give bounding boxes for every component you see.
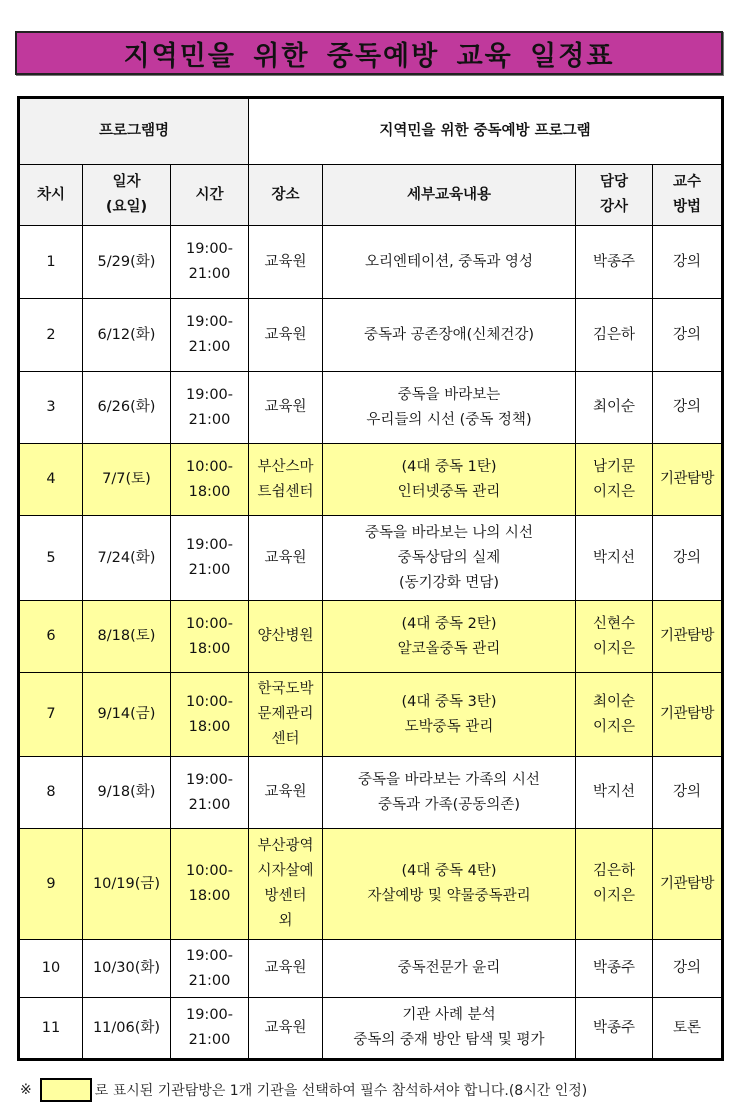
col-header-session: 차시 (19, 165, 83, 226)
place-cell: 교육원 (249, 757, 323, 829)
session-cell: 1 (19, 226, 83, 299)
method-cell: 강의 (653, 299, 723, 372)
method-cell: 기관탐방 (653, 601, 723, 673)
date-cell: 7/24(화) (83, 516, 171, 601)
method-cell: 강의 (653, 372, 723, 444)
time-cell: 19:00- 21:00 (171, 226, 249, 299)
content-cell: (4대 중독 4탄) 자살예방 및 약물중독관리 (323, 829, 576, 940)
session-cell: 9 (19, 829, 83, 940)
time-cell: 19:00- 21:00 (171, 516, 249, 601)
method-cell: 강의 (653, 226, 723, 299)
schedule-row (19, 673, 723, 757)
schedule-row (19, 372, 723, 444)
session-cell: 8 (19, 757, 83, 829)
schedule-row (19, 444, 723, 516)
instructor-cell: 박종주 (576, 998, 653, 1060)
schedule-row (19, 940, 723, 998)
content-cell: 중독과 공존장애(신체건강) (323, 299, 576, 372)
instructor-cell: 최이순 이지은 (576, 673, 653, 757)
schedule-row (19, 829, 723, 940)
place-cell: 교육원 (249, 998, 323, 1060)
col-header-date: 일자 (요일) (83, 165, 171, 226)
place-cell: 교육원 (249, 372, 323, 444)
highlight-legend-swatch (40, 1078, 92, 1102)
date-cell: 11/06(화) (83, 998, 171, 1060)
session-cell: 7 (19, 673, 83, 757)
col-header-place: 장소 (249, 165, 323, 226)
session-cell: 4 (19, 444, 83, 516)
schedule-row (19, 516, 723, 601)
session-cell: 2 (19, 299, 83, 372)
content-cell: 오리엔테이션, 중독과 영성 (323, 226, 576, 299)
schedule-row (19, 299, 723, 372)
col-header-content: 세부교육내용 (323, 165, 576, 226)
reference-mark: ※ (20, 1082, 32, 1098)
time-cell: 19:00- 21:00 (171, 998, 249, 1060)
content-cell: (4대 중독 1탄) 인터넷중독 관리 (323, 444, 576, 516)
time-cell: 19:00- 21:00 (171, 299, 249, 372)
title-banner (15, 31, 723, 75)
instructor-cell: 박종주 (576, 226, 653, 299)
content-cell: 중독을 바라보는 나의 시선 중독상담의 실제 (동기강화 면담) (323, 516, 576, 601)
content-cell: 중독전문가 윤리 (323, 940, 576, 998)
instructor-cell: 박지선 (576, 516, 653, 601)
place-cell: 양산병원 (249, 601, 323, 673)
footnote-text: 로 표시된 기관탐방은 1개 기관을 선택하여 필수 참석하셔야 합니다.(8시간 인정) (94, 1083, 588, 1099)
date-cell: 8/18(토) (83, 601, 171, 673)
footnote (20, 1076, 587, 1104)
method-cell: 토론 (653, 998, 723, 1060)
method-cell: 강의 (653, 516, 723, 601)
schedule-row (19, 226, 723, 299)
session-cell: 5 (19, 516, 83, 601)
instructor-cell: 박종주 (576, 940, 653, 998)
time-cell: 10:00- 18:00 (171, 673, 249, 757)
time-cell: 10:00- 18:00 (171, 601, 249, 673)
session-cell: 10 (19, 940, 83, 998)
program-row (19, 98, 723, 165)
date-cell: 6/12(화) (83, 299, 171, 372)
method-cell: 기관탐방 (653, 673, 723, 757)
content-cell: (4대 중독 2탄) 알코올중독 관리 (323, 601, 576, 673)
time-cell: 10:00- 18:00 (171, 444, 249, 516)
method-cell: 기관탐방 (653, 444, 723, 516)
time-cell: 19:00- 21:00 (171, 940, 249, 998)
column-header-row (19, 165, 723, 226)
schedule-row (19, 601, 723, 673)
schedule-table (17, 96, 724, 1061)
content-cell: 중독을 바라보는 가족의 시선 중독과 가족(공동의존) (323, 757, 576, 829)
session-cell: 3 (19, 372, 83, 444)
session-cell: 11 (19, 998, 83, 1060)
place-cell: 교육원 (249, 226, 323, 299)
session-cell: 6 (19, 601, 83, 673)
place-cell: 한국도박 문제관리 센터 (249, 673, 323, 757)
instructor-cell: 최이순 (576, 372, 653, 444)
place-cell: 교육원 (249, 940, 323, 998)
schedule-row (19, 757, 723, 829)
instructor-cell: 김은하 (576, 299, 653, 372)
program-value: 지역민을 위한 중독예방 프로그램 (249, 98, 723, 165)
date-cell: 5/29(화) (83, 226, 171, 299)
schedule-row (19, 998, 723, 1060)
method-cell: 강의 (653, 940, 723, 998)
instructor-cell: 박지선 (576, 757, 653, 829)
col-header-instructor: 담당 강사 (576, 165, 653, 226)
instructor-cell: 신현수 이지은 (576, 601, 653, 673)
time-cell: 19:00- 21:00 (171, 372, 249, 444)
col-header-time: 시간 (171, 165, 249, 226)
place-cell: 교육원 (249, 299, 323, 372)
time-cell: 10:00- 18:00 (171, 829, 249, 940)
method-cell: 기관탐방 (653, 829, 723, 940)
content-cell: 중독을 바라보는 우리들의 시선 (중독 정책) (323, 372, 576, 444)
place-cell: 교육원 (249, 516, 323, 601)
time-cell: 19:00- 21:00 (171, 757, 249, 829)
place-cell: 부산스마 트쉼센터 (249, 444, 323, 516)
page-title: 지역민을 위한 중독예방 교육 일정표 (123, 40, 615, 72)
place-cell: 부산광역 시자살예 방센터 외 (249, 829, 323, 940)
method-cell: 강의 (653, 757, 723, 829)
date-cell: 9/18(화) (83, 757, 171, 829)
content-cell: (4대 중독 3탄) 도박중독 관리 (323, 673, 576, 757)
instructor-cell: 김은하 이지은 (576, 829, 653, 940)
date-cell: 10/30(화) (83, 940, 171, 998)
date-cell: 9/14(금) (83, 673, 171, 757)
col-header-method: 교수 방법 (653, 165, 723, 226)
date-cell: 7/7(토) (83, 444, 171, 516)
date-cell: 6/26(화) (83, 372, 171, 444)
program-label: 프로그램명 (19, 98, 249, 165)
date-cell: 10/19(금) (83, 829, 171, 940)
content-cell: 기관 사례 분석 중독의 중재 방안 탐색 및 평가 (323, 998, 576, 1060)
instructor-cell: 남기문 이지은 (576, 444, 653, 516)
